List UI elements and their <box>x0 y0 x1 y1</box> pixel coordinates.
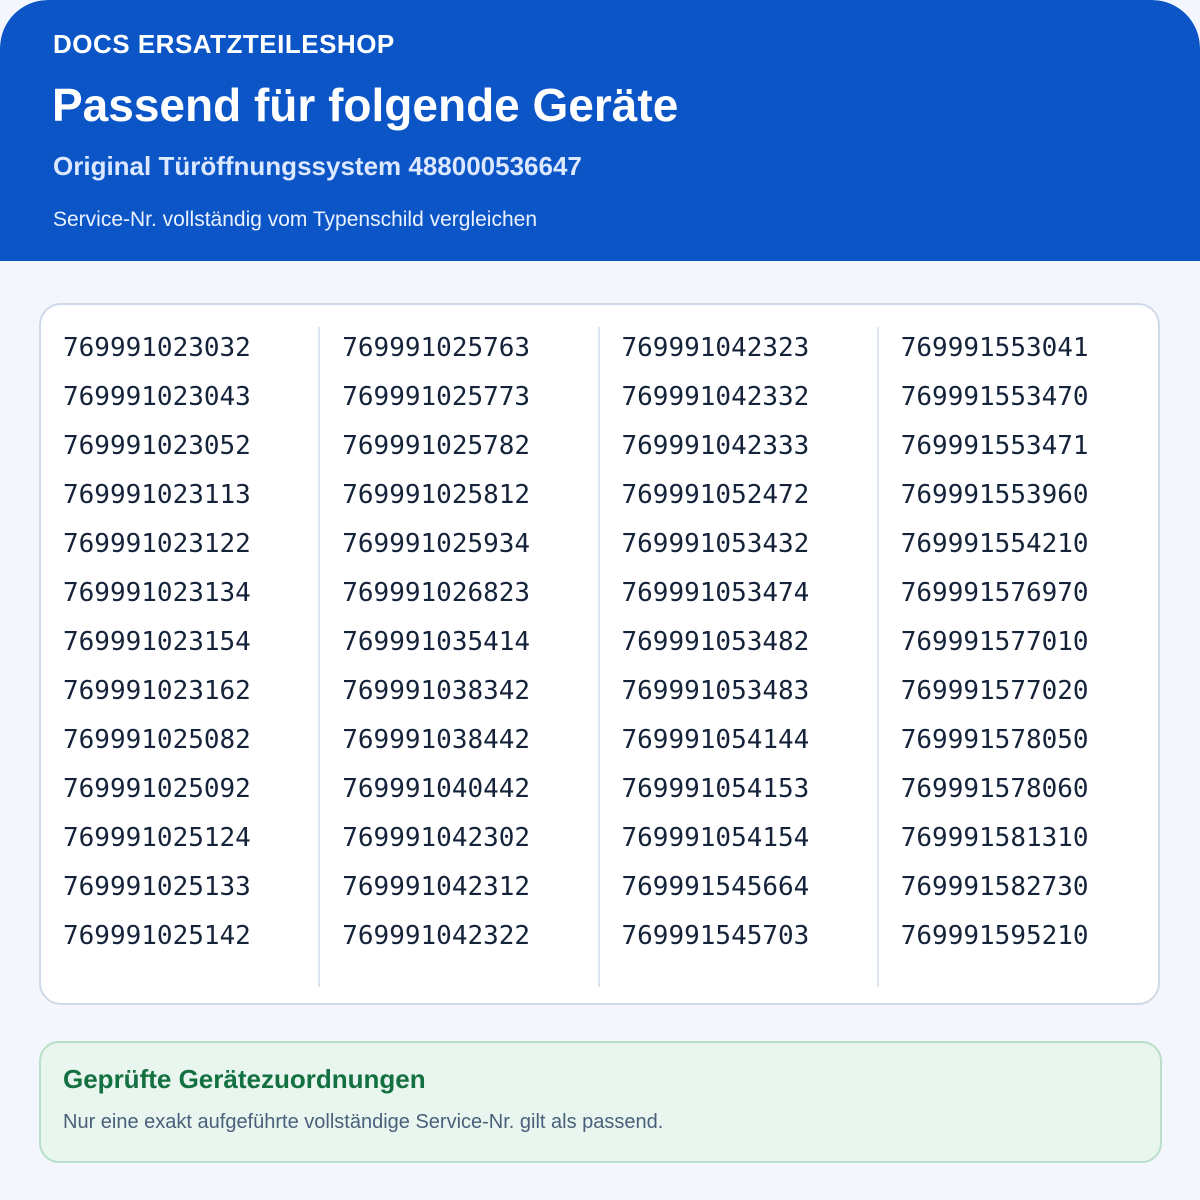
service-number: 769991553470 <box>900 382 1089 412</box>
service-number: 769991042323 <box>621 333 810 363</box>
service-number: 769991042312 <box>342 872 531 902</box>
service-number: 769991578060 <box>900 774 1089 804</box>
service-number: 769991025763 <box>342 333 531 363</box>
service-number: 769991023032 <box>63 333 251 363</box>
product-subtitle: Original Türöffnungssystem 488000536647 <box>53 151 582 181</box>
service-number-list <box>39 303 1160 1005</box>
service-number: 769991576970 <box>900 578 1089 608</box>
service-number: 769991553041 <box>900 333 1089 363</box>
service-number: 769991035414 <box>342 627 531 657</box>
header <box>0 0 1200 261</box>
service-number-column <box>320 327 599 987</box>
service-number: 769991054144 <box>621 725 810 755</box>
service-number: 769991577010 <box>900 627 1089 657</box>
service-number: 769991038442 <box>342 725 531 755</box>
service-number: 769991023134 <box>63 578 251 608</box>
service-number: 769991026823 <box>342 578 531 608</box>
service-number: 769991553471 <box>900 431 1089 461</box>
service-number: 769991053483 <box>621 676 810 706</box>
service-number: 769991040442 <box>342 774 531 804</box>
service-number-column <box>41 327 320 987</box>
service-number: 769991025082 <box>63 725 251 755</box>
service-number: 769991023162 <box>63 676 251 706</box>
info-box <box>39 1041 1162 1163</box>
page-title: Passend für folgende Geräte <box>52 79 679 131</box>
header-hint: Service-Nr. vollständig vom Typenschild vergleichen <box>53 208 538 231</box>
service-number: 769991023052 <box>63 431 251 461</box>
service-number: 769991025934 <box>342 529 531 559</box>
info-title: Geprüfte Gerätezuordnungen <box>63 1064 426 1094</box>
service-number: 769991025773 <box>342 382 531 412</box>
service-number: 769991054153 <box>621 774 810 804</box>
service-number: 769991023113 <box>63 480 251 510</box>
service-number: 769991053482 <box>621 627 810 657</box>
brand-name: DOCS ERSATZTEILESHOP <box>53 29 395 59</box>
service-number: 769991595210 <box>900 921 1089 951</box>
service-number: 769991042332 <box>621 382 810 412</box>
service-number: 769991545664 <box>621 872 810 902</box>
service-number-column <box>879 327 1158 987</box>
service-number: 769991023122 <box>63 529 251 559</box>
service-number: 769991052472 <box>621 480 810 510</box>
service-number-column <box>600 327 879 987</box>
service-number: 769991025133 <box>63 872 251 902</box>
service-number: 769991578050 <box>900 725 1089 755</box>
service-number: 769991042302 <box>342 823 531 853</box>
service-number: 769991025782 <box>342 431 531 461</box>
service-number: 769991023154 <box>63 627 251 657</box>
service-number: 769991054154 <box>621 823 810 853</box>
service-number: 769991025092 <box>63 774 251 804</box>
service-number: 769991581310 <box>900 823 1089 853</box>
service-number: 769991553960 <box>900 480 1089 510</box>
service-number: 769991025812 <box>342 480 531 510</box>
service-number: 769991038342 <box>342 676 531 706</box>
service-number-columns <box>41 327 1158 987</box>
service-number: 769991053474 <box>621 578 810 608</box>
service-number: 769991023043 <box>63 382 251 412</box>
service-number: 769991545703 <box>621 921 810 951</box>
info-text: Nur eine exakt aufgeführte vollständige Service-Nr. gilt als passend. <box>63 1111 664 1133</box>
service-number: 769991025124 <box>63 823 251 853</box>
service-number: 769991554210 <box>900 529 1089 559</box>
service-number: 769991025142 <box>63 921 251 951</box>
service-number: 769991042333 <box>621 431 810 461</box>
service-number: 769991577020 <box>900 676 1089 706</box>
service-number: 769991582730 <box>900 872 1089 902</box>
service-number: 769991053432 <box>621 529 810 559</box>
service-number: 769991042322 <box>342 921 531 951</box>
